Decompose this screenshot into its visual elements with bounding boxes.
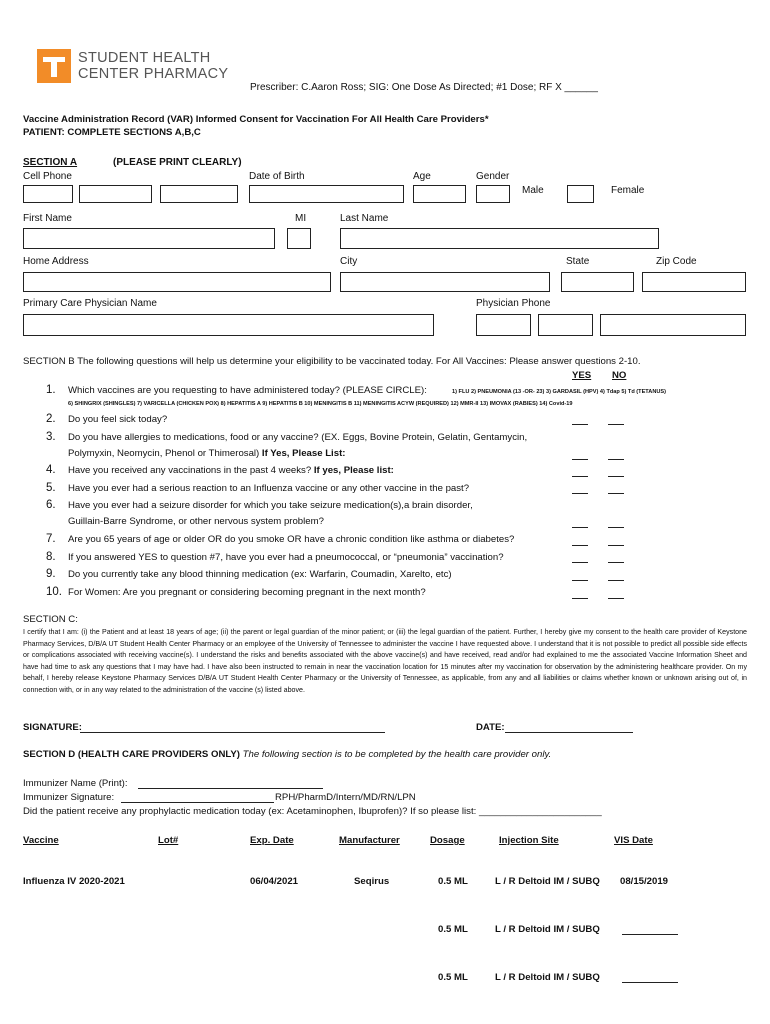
question-10-number: 10. (46, 586, 62, 598)
date-line[interactable] (505, 732, 633, 733)
row1-exp-date: 06/04/2021 (250, 876, 299, 887)
logo (37, 49, 237, 83)
question-2-number: 2. (46, 413, 56, 425)
last-name-label: Last Name (340, 213, 389, 224)
immunizer-signature-label: Immunizer Signature: (23, 792, 115, 803)
tennessee-t-logo-icon (37, 49, 71, 83)
question-4-no-blank[interactable] (608, 476, 624, 477)
question-10-yes-blank[interactable] (572, 598, 588, 599)
first-name-input[interactable] (23, 228, 275, 249)
col-vis-date: VIS Date (614, 835, 653, 846)
question-5-number: 5. (46, 482, 56, 494)
cell-phone-area-input[interactable] (23, 185, 73, 203)
question-7-text: Are you 65 years of age or older OR do you smoke OR have a chronic condition like asthma or diabetes? (68, 534, 515, 545)
vaccine-options-line2: 6) SHINGRIX (SHINGLES) 7) VARICELLA (CHICKEN POX) 8) HEPATITIS A 9) HEPATITIS B 10) MENINGITIS B 11) MENINGITIS ACYW (REQUIRED) 12) MMR-II 13) IMOVAX (RABIES) 14) Covid-19 (68, 401, 573, 407)
female-checkbox[interactable] (567, 185, 594, 203)
row2-dosage: 0.5 ML (438, 924, 468, 935)
age-input[interactable] (413, 185, 466, 203)
col-exp-date: Exp. Date (250, 835, 294, 846)
question-6-number: 6. (46, 499, 56, 511)
logo-line1: STUDENT HEALTH (78, 50, 211, 66)
patient-instruction: PATIENT: COMPLETE SECTIONS A,B,C (23, 127, 201, 138)
credentials-label: RPH/PharmD/Intern/MD/RN/LPN (275, 792, 416, 803)
date-label: DATE: (476, 722, 505, 733)
gender-label: Gender (476, 171, 510, 182)
row3-injection-site: L / R Deltoid IM / SUBQ (495, 972, 600, 983)
row3-vis-date-line[interactable] (622, 982, 678, 983)
form-title: Vaccine Administration Record (VAR) Informed Consent for Vaccination For All Health Care Providers* (23, 114, 489, 125)
question-7-number: 7. (46, 533, 56, 545)
zip-input[interactable] (642, 272, 746, 292)
physician-phone-prefix-input[interactable] (538, 314, 593, 336)
question-8-number: 8. (46, 551, 56, 563)
physician-phone-area-input[interactable] (476, 314, 531, 336)
question-5-no-blank[interactable] (608, 493, 624, 494)
question-9-yes-blank[interactable] (572, 580, 588, 581)
no-header: NO (612, 370, 627, 381)
state-label: State (566, 256, 590, 267)
signature-line[interactable] (80, 732, 385, 733)
female-label: Female (611, 185, 645, 196)
immunizer-name-line[interactable] (138, 788, 323, 789)
section-d-heading-line (23, 749, 551, 761)
zip-label: Zip Code (656, 256, 697, 267)
section-a-heading: SECTION A (23, 157, 78, 168)
question-10-no-blank[interactable] (608, 598, 624, 599)
question-4-yes-blank[interactable] (572, 476, 588, 477)
state-input[interactable] (561, 272, 634, 292)
consent-paragraph: I certify that I am: (i) the Patient and at least 18 years of age; (ii) the parent or legal guardian of the minor patient; or (iii) the legal guardian of the patient. Further, I hereby give my consent to the health care provider of Keystone Pharmacy Services, D/B/A UT Student Health Center Pharmacy or an employee of the University of Tennessee to administer the vaccine I have requested above. I understand that it is not possible to predict all possible side effects or complications associated with receiving vaccine(s). I understand the risks and benefits associated with the above vaccine(s) and have received, read and/or had explained to me the associated Vaccine Information Sheet and have had time to ask any questions that I may have had. I have also been instructed to remain in near the vaccination location for 15 minutes after my vaccination for observation by the administering healthcare provider. On my behalf, I hereby release Keystone Pharmacy Services D/B/A UT Student Health Center Pharmacy or the University of Tennessee, as applicable, from any and all liabilities or claims whether known or unknown arising out of, in connection with, or in any way related to the administration of the vaccine (s) listed above. (23, 628, 747, 694)
question-9-number: 9. (46, 568, 56, 580)
row2-vis-date-line[interactable] (622, 934, 678, 935)
city-label: City (340, 256, 358, 267)
cell-phone-prefix-input[interactable] (79, 185, 152, 203)
section-d-heading: SECTION D (HEALTH CARE PROVIDERS ONLY) (23, 749, 240, 760)
question-8-yes-blank[interactable] (572, 562, 588, 563)
cell-phone-line-input[interactable] (160, 185, 238, 203)
dob-label: Date of Birth (249, 171, 305, 182)
row1-vis-date: 08/15/2019 (620, 876, 669, 887)
mi-label: MI (295, 213, 307, 224)
row1-injection-site: L / R Deltoid IM / SUBQ (495, 876, 600, 887)
section-b-intro: SECTION B The following questions will help us determine your eligibility to be vaccinated today. For All Vaccines: Please answer questions 2-10. (23, 356, 641, 367)
question-2-no-blank[interactable] (608, 424, 624, 425)
home-address-label: Home Address (23, 256, 89, 267)
mi-input[interactable] (287, 228, 311, 249)
male-label: Male (522, 185, 544, 196)
prescriber-line: Prescriber: C.Aaron Ross; SIG: One Dose As Directed; #1 Dose; RF X ______ (250, 82, 598, 93)
cell-phone-label: Cell Phone (23, 171, 72, 182)
question-9-text: Do you currently take any blood thinning medication (ex: Warfarin, Coumadin, Xarelto, etc) (68, 569, 452, 580)
col-lot: Lot# (158, 835, 179, 846)
prophylactic-question: Did the patient receive any prophylactic medication today (ex: Acetaminophen, Ibuprofen)? If so please list: _______________________ (23, 806, 602, 817)
question-10-text: For Women: Are you pregnant or considering becoming pregnant in the next month? (68, 587, 426, 598)
immunizer-signature-line[interactable] (121, 802, 274, 803)
question-4-plain: Have you received any vaccinations in the past 4 weeks? (68, 465, 314, 476)
age-label: Age (413, 171, 431, 182)
question-3-number: 3. (46, 431, 56, 443)
last-name-input[interactable] (340, 228, 659, 249)
immunizer-name-label: Immunizer Name (Print): (23, 778, 128, 789)
question-1-number: 1. (46, 384, 56, 396)
col-injection-site: Injection Site (499, 835, 559, 846)
section-d-note: The following section is to be completed by the health care provider only. (239, 749, 552, 760)
question-3-yes-blank[interactable] (572, 459, 588, 460)
col-manufacturer: Manufacturer (339, 835, 400, 846)
question-7-yes-blank[interactable] (572, 545, 588, 546)
row3-dosage: 0.5 ML (438, 972, 468, 983)
signature-label: SIGNATURE: (23, 722, 82, 733)
row1-vaccine: Influenza IV 2020-2021 (23, 876, 125, 887)
print-clearly-note: (PLEASE PRINT CLEARLY) (113, 157, 242, 168)
question-8-text: If you answered YES to question #7, have you ever had a pneumococcal, or “pneumonia” vaccination? (68, 552, 504, 563)
question-3-no-blank[interactable] (608, 459, 624, 460)
question-9-no-blank[interactable] (608, 580, 624, 581)
question-6-no-blank[interactable] (608, 527, 624, 528)
question-7-no-blank[interactable] (608, 545, 624, 546)
question-6-yes-blank[interactable] (572, 527, 588, 528)
row1-manufacturer: Seqirus (354, 876, 390, 887)
home-address-input[interactable] (23, 272, 331, 292)
question-6-text-line1: Have you ever had a seizure disorder for which you take seizure medication(s),a brain disorder, (68, 500, 473, 511)
question-2-text: Do you feel sick today? (68, 414, 168, 425)
question-3-line2-plain: Polymyxin, Neomycin, Phenol or Thimerosal) (68, 448, 262, 459)
question-5-yes-blank[interactable] (572, 493, 588, 494)
city-input[interactable] (340, 272, 550, 292)
male-checkbox[interactable] (476, 185, 510, 203)
question-3-text-line2 (68, 448, 345, 460)
question-4-number: 4. (46, 464, 56, 476)
row2-injection-site: L / R Deltoid IM / SUBQ (495, 924, 600, 935)
question-6-text-line2: Guillain-Barre Syndrome, or other nervous system problem? (68, 516, 324, 527)
question-3-text-line1: Do you have allergies to medications, food or any vaccine? (EX. Eggs, Bovine Protein, Gelatin, Gentamycin, (68, 432, 528, 443)
question-5-text: Have you ever had a serious reaction to an Influenza vaccine or any other vaccine in the past? (68, 483, 470, 494)
section-c-heading: SECTION C: (23, 614, 78, 625)
physician-phone-line-input[interactable] (600, 314, 746, 336)
question-8-no-blank[interactable] (608, 562, 624, 563)
col-vaccine: Vaccine (23, 835, 59, 846)
row1-dosage: 0.5 ML (438, 876, 468, 887)
question-4-bold: If yes, Please list: (313, 465, 394, 476)
question-1-text: Which vaccines are you requesting to have administered today? (PLEASE CIRCLE): (68, 385, 427, 396)
yes-header: YES (572, 370, 592, 381)
pcp-name-input[interactable] (23, 314, 434, 336)
first-name-label: First Name (23, 213, 72, 224)
vaccine-options-line1: 1) FLU 2) PNEUMONIA (13 -OR- 23) 3) GARDASIL (HPV) 4) Tdap 5) Td (TETANUS) (452, 389, 667, 395)
col-dosage: Dosage (430, 835, 465, 846)
question-4-text (68, 465, 394, 477)
dob-input[interactable] (249, 185, 404, 203)
question-3-line2-bold: If Yes, Please List: (261, 448, 346, 459)
pcp-name-label: Primary Care Physician Name (23, 298, 157, 309)
physician-phone-label: Physician Phone (476, 298, 551, 309)
logo-line2: CENTER PHARMACY (78, 66, 229, 82)
question-2-yes-blank[interactable] (572, 424, 588, 425)
